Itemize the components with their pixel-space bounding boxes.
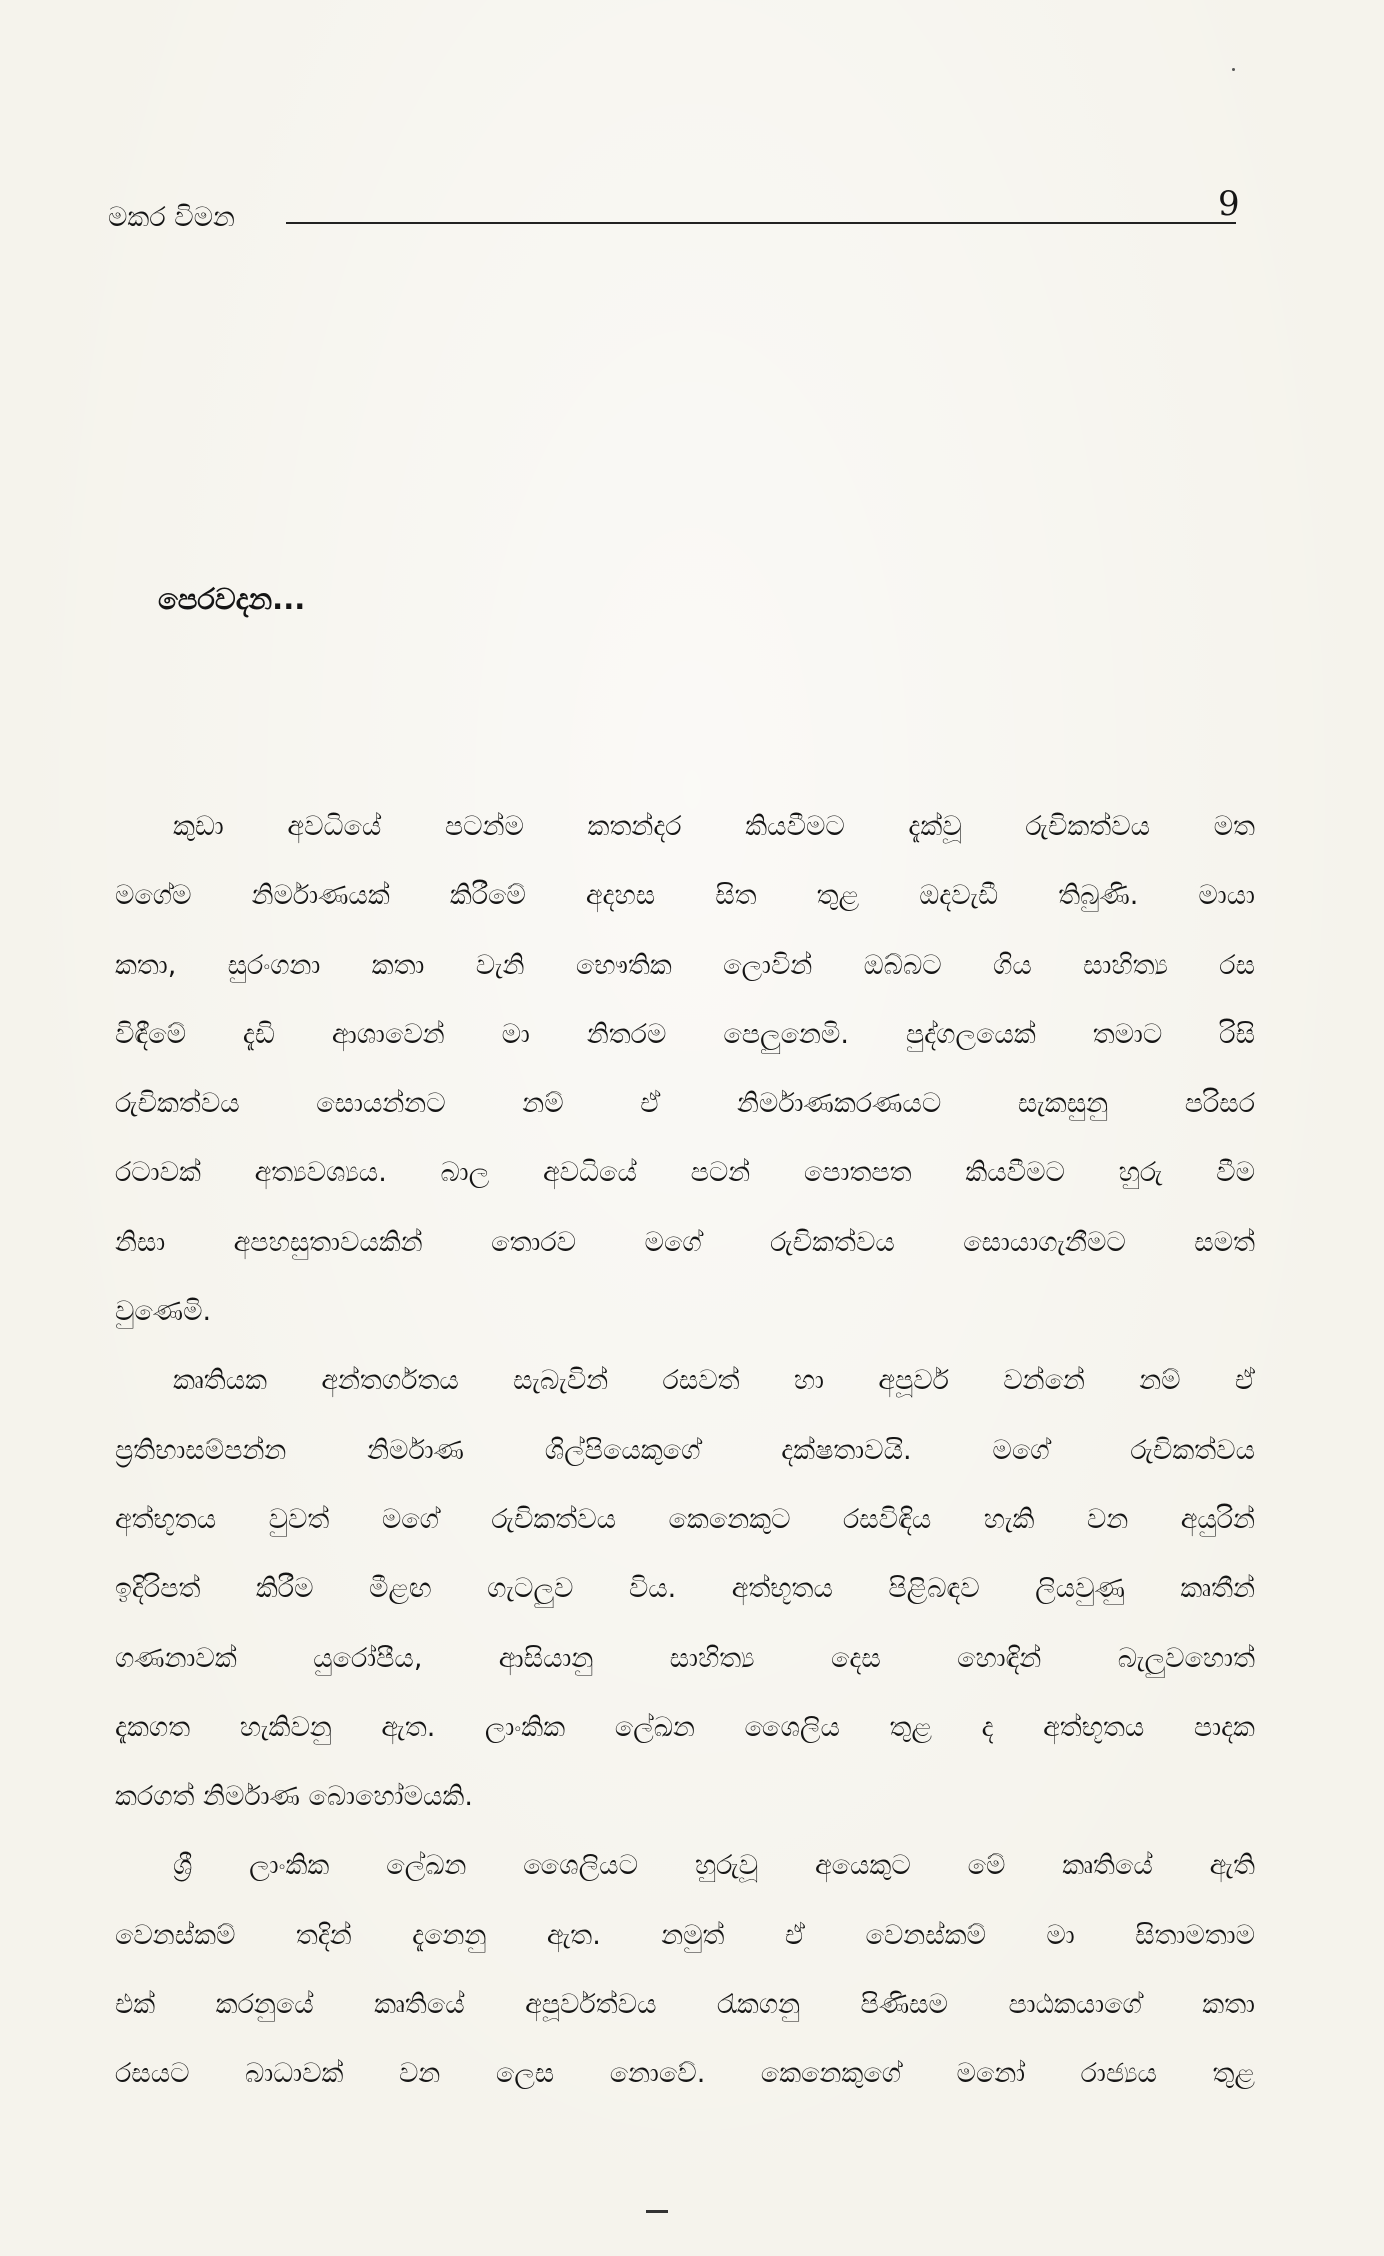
text-line: ගණනාවක් යුරෝපීය, ආසියානු සාහිත්‍ය දෙස හොඳින් බැලුවහොත් <box>115 1642 1255 1674</box>
text-line: රටාවක් අත්‍යවශ්‍යය. බාල අවධියේ පටන් පොතපත කියවීමට හුරු වීම <box>115 1157 1255 1189</box>
text-line: කතා, සුරංගනා කතා වැනි භෞතික ලොවින් ඔබ්බට ගිය සාහිත්‍ය රස <box>115 949 1255 981</box>
text-line: වුණෙමි. <box>115 1296 212 1328</box>
running-title: මකර විමන <box>108 202 235 233</box>
footer-dash <box>646 2210 668 2213</box>
text-line: නිසා අපහසුතාවයකින් තොරව මගේ රුචිකත්වය සොයාගැනීමට සමත් <box>115 1226 1255 1258</box>
text-line: කරගත් නිර්මාණ බොහෝමයකි. <box>115 1781 473 1813</box>
text-line: රුචිකත්වය සොයන්නට නම් ඒ නිර්මාණකරණයට සැකසුනු පරිසර <box>115 1088 1255 1120</box>
text-line: කෘතියක අන්තර්ගතය සැබැවින් රසවත් හා අපූර්ව වන්නේ නම් ඒ <box>173 1365 1255 1397</box>
text-line: ශ්‍රී ලාංකික ලේඛන ශෛලියට හුරුවූ අයෙකුට මේ කෘතියේ ඇති <box>173 1850 1255 1882</box>
text-line: කුඩා අවධියේ පටන්ම කතන්දර කියවීමට දැක්වූ රුචිකත්වය මත <box>173 811 1255 842</box>
text-line: ඉදිරිපත් කිරීම මීළඟ ගැටලුව විය. අත්භූතය පිළිබඳව ලියවුණු කෘතීන් <box>115 1573 1255 1605</box>
header-rule <box>286 222 1236 224</box>
text-line: දැකගත හැකිවනු ඇත. ලාංකික ලේඛන ශෛලිය තුළ ද අත්භූතය පාදක <box>115 1711 1255 1743</box>
text-line: ප්‍රතිභාසම්පන්න නිර්මාණ ශිල්පියෙකුගේ දක්ෂතාවයි. මගේ රුචිකත්වය <box>115 1434 1255 1466</box>
text-line: රසයට බාධාවක් වන ලෙස නොවේ. කෙනෙකුගේ මනෝ රාජ්‍යය තුළ <box>115 2058 1255 2090</box>
text-line: වෙනස්කම් තදින් දැනෙනු ඇත. නමුත් ඒ වෙනස්කම් මා සිතාමතාම <box>115 1919 1255 1951</box>
page-number: 9 <box>1218 184 1240 224</box>
page-header <box>108 184 1248 250</box>
text-line: අත්භූතය වුවත් මගේ රුචිකත්වය කෙනෙකුට රසවිඳිය හැකි වන අයුරින් <box>115 1503 1255 1535</box>
body-text <box>115 792 1255 2109</box>
paper-speck <box>1232 68 1235 71</box>
section-heading: පෙරවදන... <box>158 582 306 616</box>
text-line: එක් කරනුයේ කෘතියේ අපූර්වත්වය රැකගනු පිණිසම පාඨකයාගේ කතා <box>115 1989 1255 2021</box>
text-line: විඳීමේ දැඩි ආශාවෙන් මා නිතරම පෙලුනෙමි. පුද්ගලයෙක් තමාට රිසි <box>115 1018 1255 1050</box>
text-line: මගේම නිර්මාණයක් කිරීමේ අදහස සිත තුළ ඔදවැඩී තිබුණි. මායා <box>115 880 1255 912</box>
